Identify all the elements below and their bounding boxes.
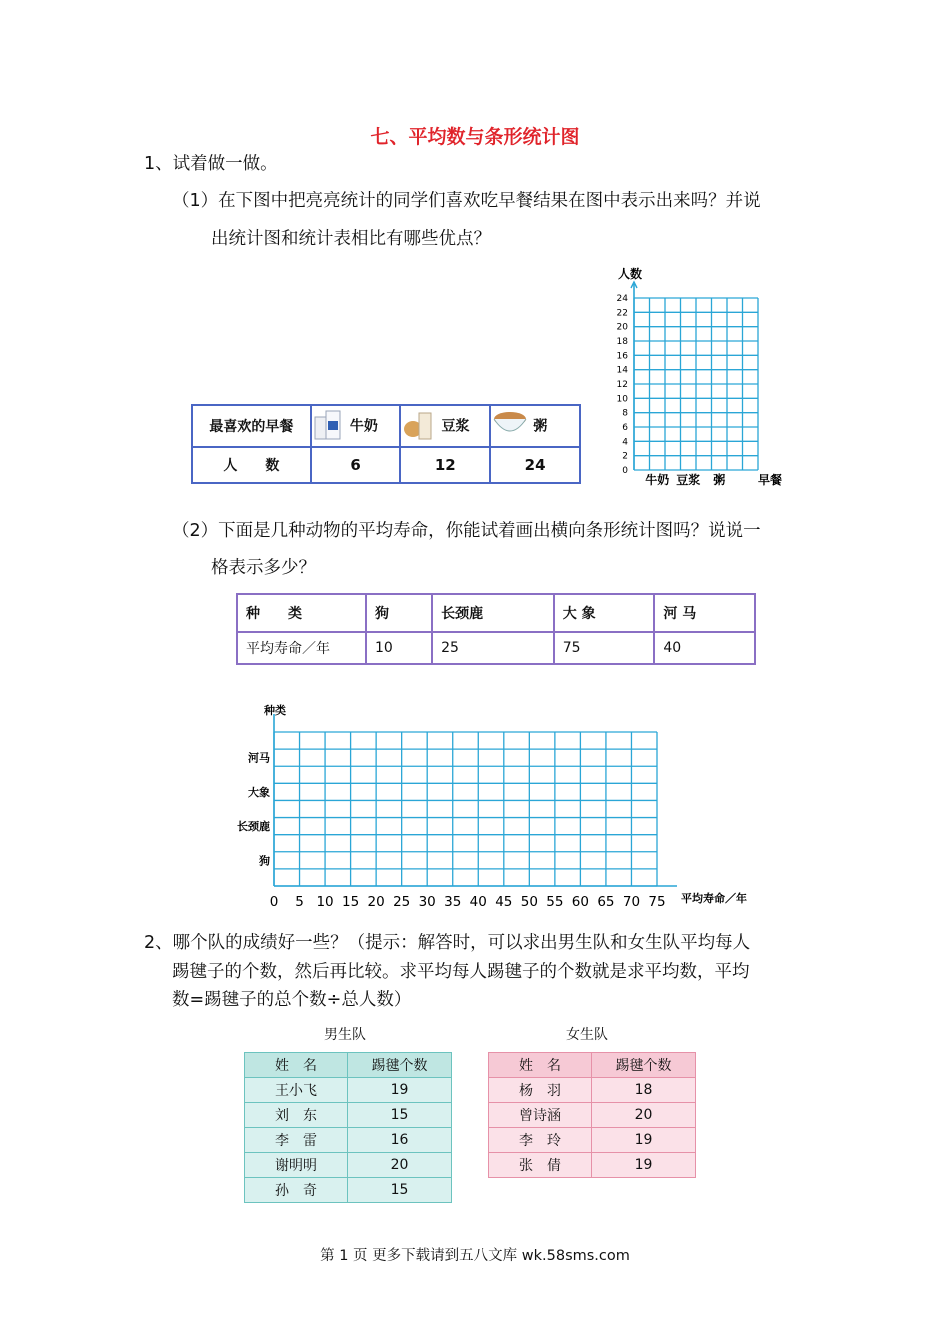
- y-tick-label: 22: [616, 308, 628, 319]
- hchart-xlabel: 平均寿命／年: [681, 892, 747, 905]
- girls-caption: 女生队: [566, 1027, 608, 1043]
- animal-table: [236, 593, 756, 665]
- page-footer: 第 1 页 更多下载请到五八文库 wk.58sms.com: [320, 1248, 630, 1264]
- boys-count: 16: [348, 1128, 452, 1153]
- q1-part1-line2: 出统计图和统计表相比有哪些优点？: [211, 229, 491, 249]
- q1-heading: 1、试着做一做。: [144, 154, 278, 174]
- x-tick-label: 15: [342, 894, 360, 910]
- breakfast-grid-chart: [604, 262, 804, 492]
- y-tick-label: 0: [622, 466, 628, 476]
- x-tick-label: 30: [418, 894, 436, 910]
- vchart-xlabel: 早餐: [758, 473, 783, 487]
- girls-count: 20: [592, 1103, 696, 1128]
- animal-lifespan: 40: [654, 632, 755, 664]
- boys-count: 20: [348, 1153, 452, 1178]
- x-tick-label: 20: [367, 894, 385, 910]
- boys-name: 刘 东: [245, 1103, 348, 1128]
- girls-col-name: 姓 名: [489, 1053, 592, 1078]
- girls-count: 19: [592, 1128, 696, 1153]
- boys-count: 15: [348, 1178, 452, 1203]
- x-tick-label: 75: [648, 894, 666, 910]
- breakfast-item-porridge: [490, 405, 580, 447]
- y-tick-label: 2: [622, 451, 628, 462]
- boys-col-name: 姓 名: [245, 1053, 348, 1078]
- y-tick-label: 6: [622, 423, 628, 433]
- boys-name: 孙 奇: [245, 1178, 348, 1203]
- y-tick-label: 20: [616, 322, 628, 333]
- boys-name: 王小飞: [245, 1078, 348, 1103]
- breakfast-item-name: 豆浆: [441, 418, 470, 435]
- breakfast-item-soymilk: [400, 405, 490, 447]
- breakfast-row-label: 人 数: [192, 447, 311, 483]
- animal-name: 大 象: [554, 594, 655, 632]
- table-row: [489, 1078, 696, 1103]
- y-tick-label: 12: [616, 380, 628, 390]
- x-tick-label: 5: [295, 894, 304, 910]
- porridge-icon: [492, 409, 528, 443]
- animal-lifespan: 75: [554, 632, 655, 664]
- page-title: 七、平均数与条形统计图: [370, 126, 580, 148]
- girls-table: [488, 1052, 696, 1178]
- x-tick-label: 70: [622, 894, 641, 910]
- x-tick-label: 45: [495, 894, 513, 910]
- breakfast-count-porridge: 24: [490, 447, 580, 483]
- animal-header-label: 种 类: [237, 594, 366, 632]
- breakfast-count-soymilk: 12: [400, 447, 490, 483]
- q2-line1: 2、哪个队的成绩好一些？（提示：解答时，可以求出男生队和女生队平均每人: [144, 933, 751, 953]
- x-tick-label: 50: [520, 894, 538, 910]
- girls-name: 杨 羽: [489, 1078, 592, 1103]
- animal-lifespan: 10: [366, 632, 432, 664]
- x-category-label: 牛奶: [645, 473, 670, 487]
- girls-count: 18: [592, 1078, 696, 1103]
- breakfast-item-name: 牛奶: [349, 418, 378, 435]
- girls-name: 张 倩: [489, 1153, 592, 1178]
- y-category-label: 河马: [248, 751, 270, 765]
- q1-part1-line1: （1）在下图中把亮亮统计的同学们喜欢吃早餐结果在图中表示出来吗？并说: [172, 191, 761, 211]
- lifespan-grid-chart: [230, 696, 790, 912]
- hchart-ylabel: 种类: [264, 704, 286, 717]
- q1-part2-line2: 格表示多少？: [211, 558, 316, 578]
- x-tick-label: 10: [316, 894, 334, 910]
- table-row: [489, 1128, 696, 1153]
- vchart-ylabel: 人数: [618, 267, 643, 281]
- girls-name: 李 玲: [489, 1128, 592, 1153]
- x-tick-label: 60: [571, 894, 589, 910]
- table-row: [489, 1103, 696, 1128]
- x-tick-label: 25: [393, 894, 411, 910]
- y-tick-label: 14: [616, 365, 628, 376]
- y-tick-label: 4: [622, 437, 628, 448]
- breakfast-item-name: 粥: [533, 418, 548, 435]
- x-tick-label: 55: [546, 894, 564, 910]
- x-tick-label: 0: [269, 894, 279, 910]
- table-row: [245, 1128, 452, 1153]
- animal-lifespan: 25: [432, 632, 554, 664]
- animal-row-label: 平均寿命／年: [237, 632, 366, 664]
- table-row: [245, 1103, 452, 1128]
- girls-name: 曾诗涵: [489, 1103, 592, 1128]
- table-row: [245, 1078, 452, 1103]
- boys-name: 李 雷: [245, 1128, 348, 1153]
- q2-line3: 数=踢毽子的总个数÷总人数）: [172, 990, 412, 1010]
- y-tick-label: 18: [616, 337, 628, 347]
- table-row: [489, 1153, 696, 1178]
- y-tick-label: 16: [616, 351, 628, 362]
- x-category-label: 豆浆: [676, 473, 701, 487]
- q2-line2: 踢毽子的个数，然后再比较。求平均每人踢毽子的个数就是求平均数，平均: [172, 962, 750, 982]
- girls-col-count: 踢毽个数: [592, 1053, 696, 1078]
- y-category-label: 狗: [259, 854, 270, 868]
- table-row: [245, 1178, 452, 1203]
- girls-count: 19: [592, 1153, 696, 1178]
- x-tick-label: 65: [597, 894, 615, 910]
- boys-count: 19: [348, 1078, 452, 1103]
- x-tick-label: 35: [444, 894, 462, 910]
- animal-name: 河 马: [654, 594, 755, 632]
- breakfast-header-label: 最喜欢的早餐: [192, 405, 311, 447]
- boys-name: 谢明明: [245, 1153, 348, 1178]
- soymilk-icon: [402, 407, 436, 445]
- table-row: [245, 1153, 452, 1178]
- y-category-label: 长颈鹿: [237, 820, 270, 834]
- breakfast-table: [191, 404, 581, 484]
- boys-count: 15: [348, 1103, 452, 1128]
- x-tick-label: 40: [469, 894, 487, 910]
- boys-col-count: 踢毽个数: [348, 1053, 452, 1078]
- breakfast-item-milk: [311, 405, 401, 447]
- x-category-label: 粥: [713, 473, 726, 487]
- milk-icon: [313, 407, 345, 445]
- boys-table: [244, 1052, 452, 1203]
- y-tick-label: 10: [616, 394, 628, 405]
- q1-part2-line1: （2）下面是几种动物的平均寿命，你能试着画出横向条形统计图吗？说说一: [172, 521, 761, 541]
- y-tick-label: 8: [622, 408, 628, 419]
- breakfast-count-milk: 6: [311, 447, 401, 483]
- boys-caption: 男生队: [324, 1027, 366, 1043]
- y-category-label: 大象: [248, 785, 270, 799]
- animal-name: 狗: [366, 594, 432, 632]
- y-tick-label: 24: [616, 294, 628, 304]
- animal-name: 长颈鹿: [432, 594, 554, 632]
